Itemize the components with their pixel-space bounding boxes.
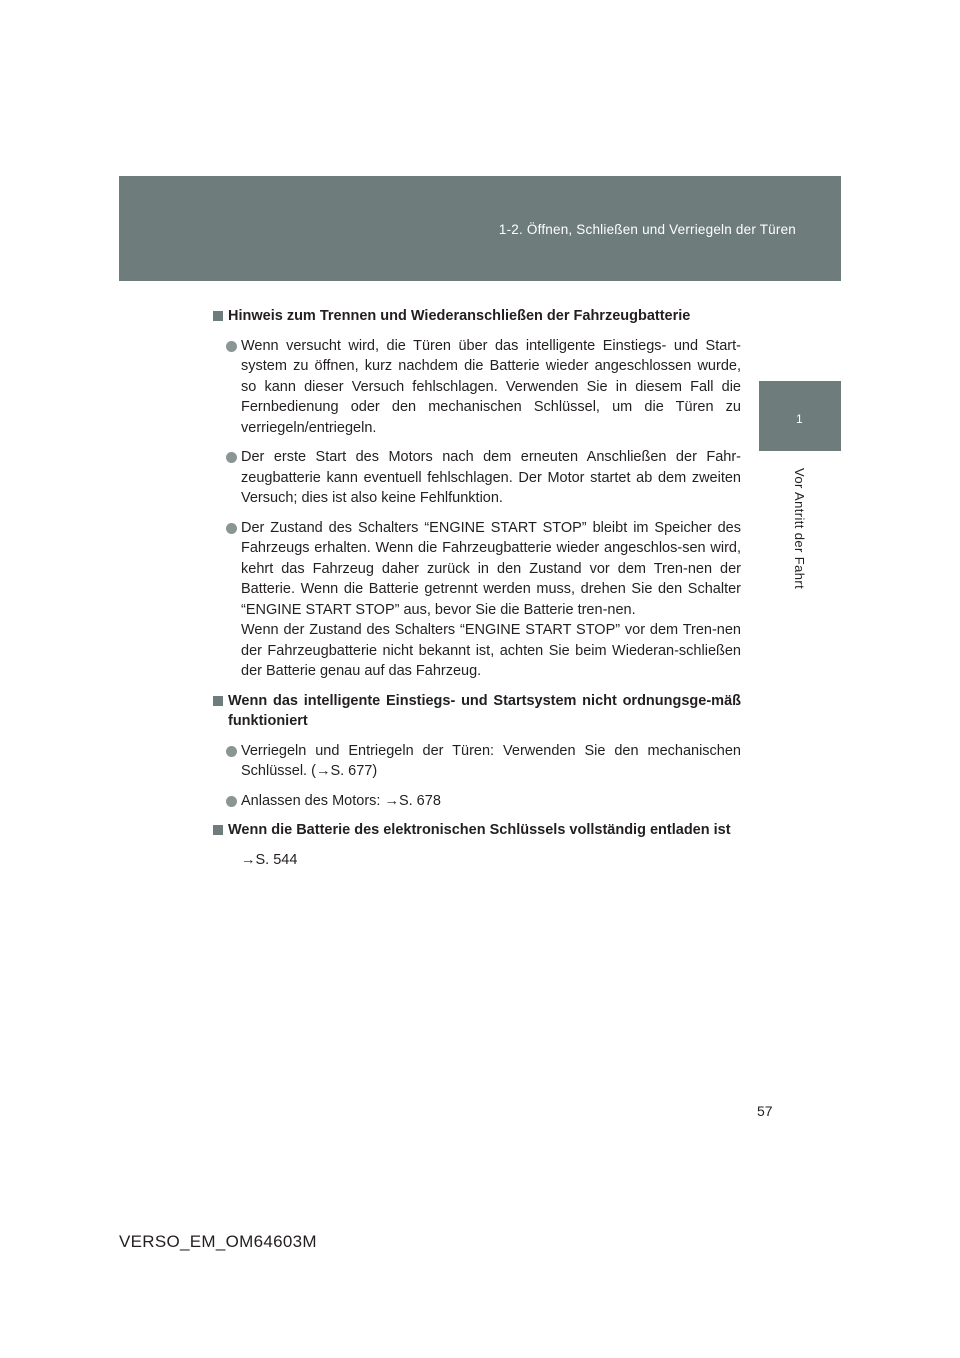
square-bullet-icon [213,825,223,835]
list-item: Der erste Start des Motors nach dem erneuten Anschließen der Fahr-zeugbatterie kann eventuell fehlschlagen. Der Motor startet ab dem zweiten Versuch; dies ist also keine Fehlfunktion. [226,447,741,509]
section-heading: Hinweis zum Trennen und Wiederanschließen der Fahrzeugbatterie [213,306,741,327]
square-bullet-icon [213,311,223,321]
list-item: Anlassen des Motors: →S. 678 [226,791,741,812]
list-item: Der Zustand des Schalters “ENGINE START STOP” bleibt im Speicher des Fahrzeugs erhalten. Wenn die Fahrzeugbatterie wieder angeschlos-sen wird, kehrt das Fahrzeug daher zurück in den Zustand vor dem Tren-nen der Batterie. Wenn die Batterie getrennt werden muss, drehen Sie den Schalter “ENGINE START STOP” aus, bevor Sie die Batterie tren-nen. Wenn der Zustand des Schalters “ENGINE START STOP” vor dem Tren-nen der Fahrzeugbatterie nicht bekannt ist, achten Sie beim Wiederan-schließen der Batterie genau auf das Fahrzeug. [226,518,741,682]
list-item: Wenn versucht wird, die Türen über das intelligente Einstiegs- und Start-system zu öffnen, kurz nachdem die Batterie wieder angeschlossen wurde, so kann dieser Versuch fehlschlagen. Verwenden Sie in diesem Fall die Fernbedienung oder den mechanischen Schlüssel, um die Türen zu verriegeln/entriegeln. [226,336,741,439]
circle-bullet-icon [226,452,237,463]
circle-bullet-icon [226,796,237,807]
page-number: 57 [757,1103,773,1119]
chapter-title: Vor Antritt der Fahrt [792,468,807,590]
section-heading: Wenn das intelligente Einstiegs- und Startsystem nicht ordnungsge-mäß funktioniert [213,691,741,732]
document-code: VERSO_EM_OM64603M [119,1232,317,1251]
list-item: Verriegeln und Entriegeln der Türen: Verwenden Sie den mechanischen Schlüssel. (→S. 677) [226,741,741,782]
section-title: 1-2. Öffnen, Schließen und Verriegeln der Türen [498,222,796,237]
square-bullet-icon [213,696,223,706]
chapter-number: 1 [796,412,803,426]
header-band [119,176,841,281]
section-heading: Wenn die Batterie des elektronischen Schlüssels vollständig entladen ist [213,820,741,841]
chapter-tab [759,381,841,451]
circle-bullet-icon [226,523,237,534]
circle-bullet-icon [226,746,237,757]
page-reference-link[interactable]: →S. 544 [241,851,298,868]
circle-bullet-icon [226,341,237,352]
page-content [213,306,741,879]
